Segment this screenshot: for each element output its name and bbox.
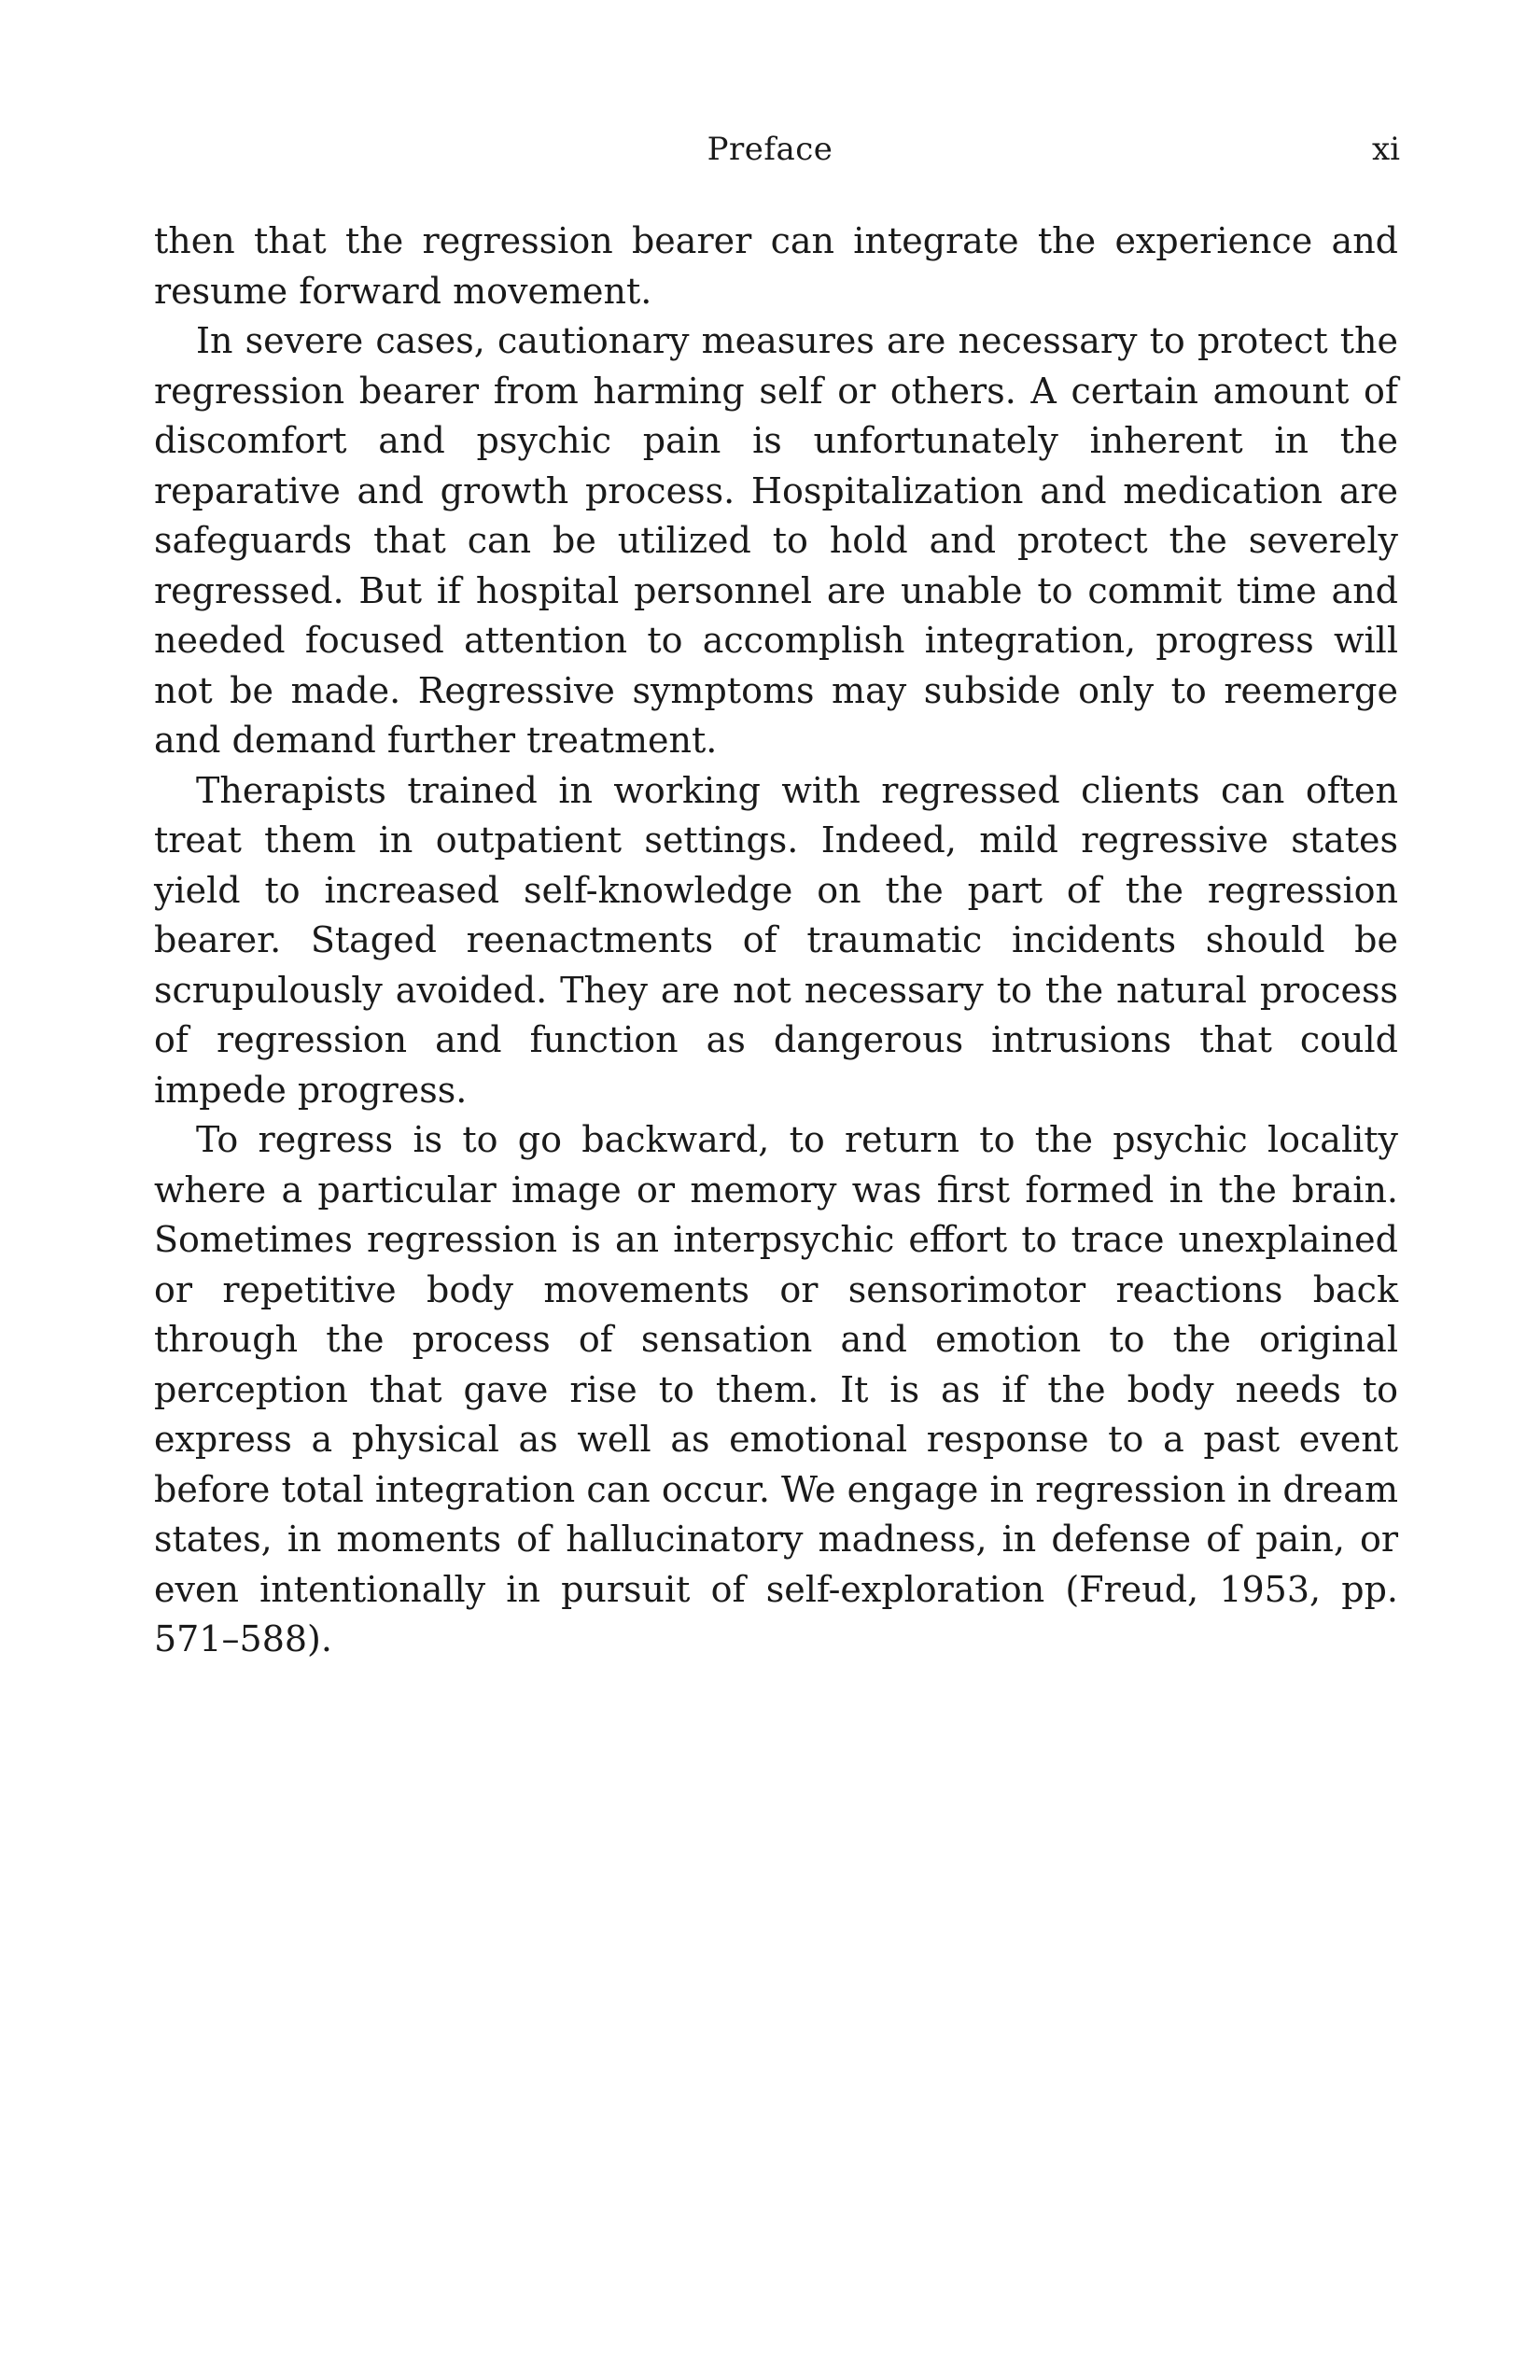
paragraph: To regress is to go backward, to return to the psychic locality where a particular image or memory was first formed in the brain. Sometimes regression is an interpsychic effort to trace unexplained or repetitive body movements or sensorimotor reactions back through the process of sensation and emotion to the original perception that gave rise to them. It is as if the body needs to express a physical as well as emotional response to a past event before total integration can occur. We engage in regression in dream states, in moments of hallucinatory madness, in defense of pain, or even intentionally in pursuit of self-exploration (Freud, 1953, pp. 571–588). <box>154 1119 1398 1659</box>
running-head <box>0 129 1540 170</box>
paragraph: In severe cases, cautionary measures are necessary to protect the regression bearer from harming self or others. A certain amount of discomfort and psychic pain is unfortunately inherent in the reparative and growth process. Hospitalization and medication are safeguards that can be utilized to hold and protect the severely regressed. But if hospital personnel are unable to commit time and needed focused attention to accomplish integration, progress will not be made. Regressive symptoms may subside only to reemerge and demand further treatment. <box>154 320 1398 761</box>
paragraph: Therapists trained in working with regressed clients can often treat them in outpatient settings. Indeed, mild regressive states yield to increased self-knowledge on the part of the regression bearer. Staged reenactments of traumatic incidents should be scrupulously avoided. They are not necessary to the natural process of regression and function as dangerous intrusions that could impede progress. <box>154 769 1398 1111</box>
page-number: xi <box>1371 131 1400 168</box>
body-text <box>154 217 1398 1665</box>
running-title: Preface <box>707 131 833 168</box>
paragraph-continued: then that the regression bearer can integrate the experience and resume forward movement. <box>154 220 1398 312</box>
